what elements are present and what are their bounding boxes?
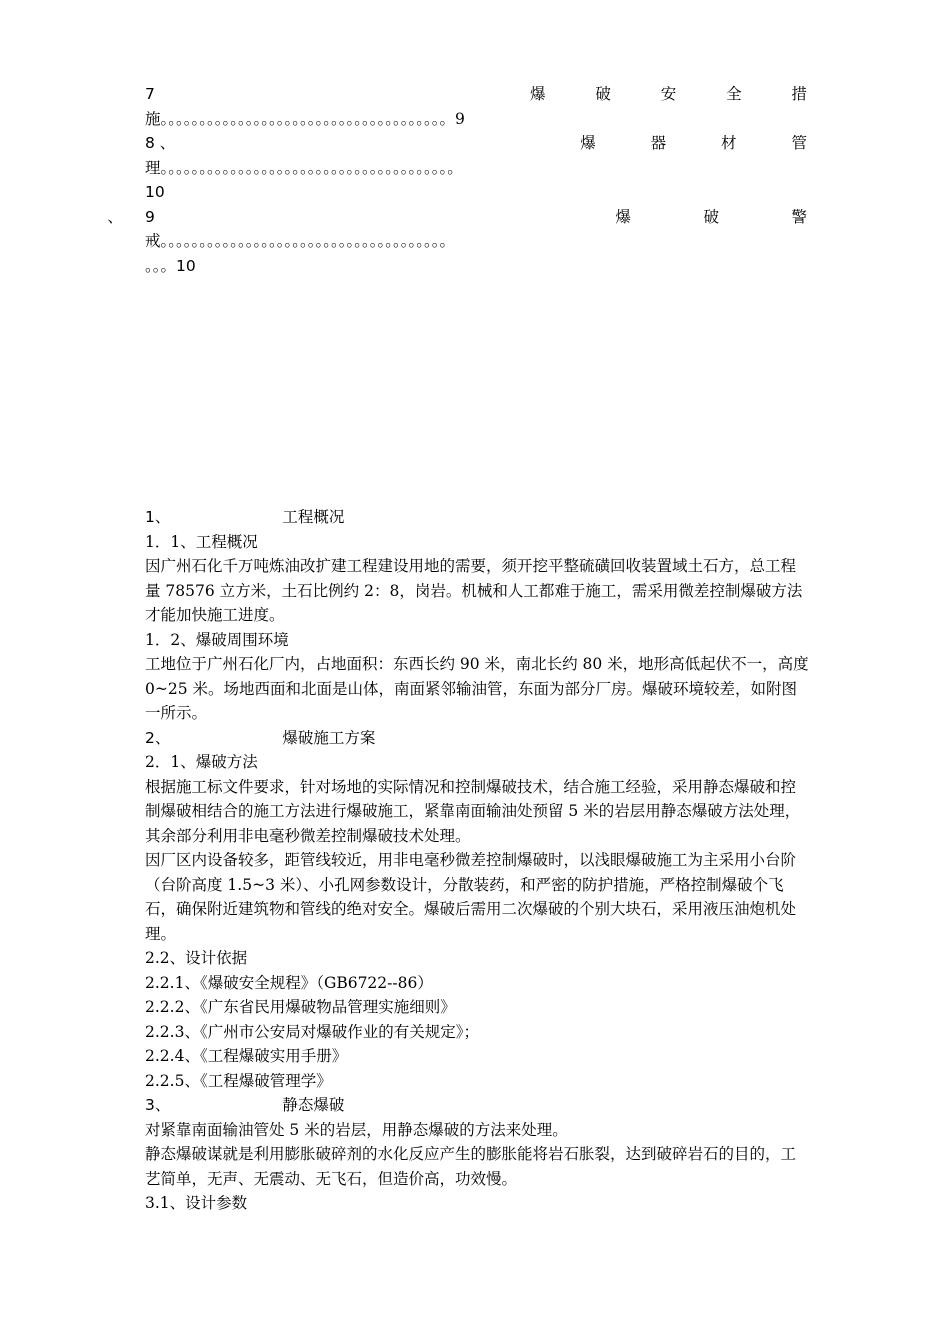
toc-item-8[interactable] [145, 131, 807, 156]
reference-item: 2.2.1、《爆破安全规程》（GB6722--86） [145, 973, 433, 992]
toc-num: 9 [145, 207, 155, 226]
toc-char: 破 [595, 85, 611, 103]
toc-char: 管 [791, 134, 807, 152]
reference-item: 2.2.2、《广东省民用爆破物品管理实施细则》 [145, 998, 456, 1016]
toc-char: 警 [791, 207, 807, 226]
subsection-heading: 2.2、设计依据 [145, 949, 248, 967]
paragraph: 因厂区内设备较多，距管线较近，用非电毫秒微差控制爆破时，以浅眼爆破施工为主采用小台阶（台阶高度 1.5~3 米）、小孔网参数设计，分散装药，和严密的防护措施，严格控制爆破个飞石，确保附近建筑物和管线的绝对安全。爆破后需用二次爆破的个别大块石，采用液压油炮机处理。 [145, 851, 797, 943]
toc-item-7[interactable] [145, 82, 807, 107]
section-title: 工程概况 [282, 508, 345, 526]
subsection-heading: 3.1、设计参数 [145, 1194, 248, 1212]
paragraph: 对紧靠南面输油管处 5 米的岩层，用静态爆破的方法来处理。 [145, 1120, 568, 1139]
reference-item: 2.2.5、《工程爆破管理学》 [145, 1071, 332, 1090]
toc-char: 器 [650, 134, 667, 152]
toc-char: 爆 [615, 207, 631, 226]
document-body [145, 505, 810, 1216]
toc-page-8: 10 [145, 183, 165, 201]
toc-char: 破 [703, 207, 719, 226]
section-heading-2 [145, 726, 810, 751]
reference-item: 2.2.3、《广州市公安局对爆破作业的有关规定》； [145, 1022, 479, 1041]
toc-leader-7: 施。。。。。。。。。。。。。。。。。。。。。。。。。。。。。。。。。。。。。9 [145, 109, 465, 128]
toc-item-9[interactable] [107, 205, 807, 230]
toc-char: 材 [721, 134, 737, 152]
toc-leader-8: 理。。。。。。。。。。。。。。。。。。。。。。。。。。。。。。。。。。。。。。 [145, 158, 463, 177]
reference-item: 2.2.4、《工程爆破实用手册》 [145, 1047, 348, 1065]
table-of-contents [107, 82, 807, 278]
section-heading-1 [145, 505, 810, 530]
subsection-heading: 1．1、工程概况 [145, 532, 258, 551]
section-title: 静态爆破 [282, 1096, 345, 1114]
toc-char: 措 [791, 85, 807, 103]
section-number: 1、 [145, 508, 171, 526]
paragraph: 因广州石化千万吨炼油改扩建工程建设用地的需要，须开挖平整硫磺回收装置域土石方，总工程量 78576 立方米，土石比例约 2：8，岗岩。机械和人工都难于施工，需采用微差控制爆破方法才能加快施工进度。 [145, 557, 803, 624]
section-number: 2、 [145, 728, 171, 747]
section-title: 爆破施工方案 [282, 728, 376, 747]
subsection-heading: 1．2、爆破周围环境 [145, 630, 289, 649]
toc-char: 安 [660, 85, 677, 103]
toc-char: 爆 [530, 85, 546, 103]
toc-num: 8 [145, 134, 155, 152]
toc-sep: 、 [107, 207, 123, 226]
section-number: 3、 [145, 1096, 171, 1114]
paragraph: 工地位于广州石化厂内，占地面积：东西长约 90 米，南北长约 80 米，地形高低起伏不一，高度 0~25 米。场地西面和北面是山体，南面紧邻输油管，东面为部分厂房。爆破环境较差，如附图一所示。 [145, 655, 809, 722]
paragraph: 静态爆破谋就是利用膨胀破碎剂的水化反应产生的膨胀能将岩石胀裂，达到破碎岩石的目的，工艺简单，无声、无震动、无飞石，但造价高，功效慢。 [145, 1145, 797, 1188]
toc-leader-9: 戒。。。。。。。。。。。。。。。。。。。。。。。。。。。。。。。。。。。。。 [145, 232, 456, 250]
toc-sep: 、 [159, 134, 176, 152]
section-heading-3 [145, 1093, 810, 1118]
toc-page-9: 。。。10 [145, 256, 196, 275]
subsection-heading: 2．1、爆破方法 [145, 753, 258, 771]
paragraph: 根据施工标文件要求，针对场地的实际情况和控制爆破技术，结合施工经验，采用静态爆破和控制爆破相结合的施工方法进行爆破施工，紧靠南面输油处预留 5 米的岩层用静态爆破方法处理，其余部分利用非电毫秒微差控制爆破技术处理。 [145, 777, 801, 845]
toc-char: 全 [726, 85, 742, 103]
toc-num: 7 [145, 85, 155, 103]
toc-char: 爆 [580, 134, 596, 152]
